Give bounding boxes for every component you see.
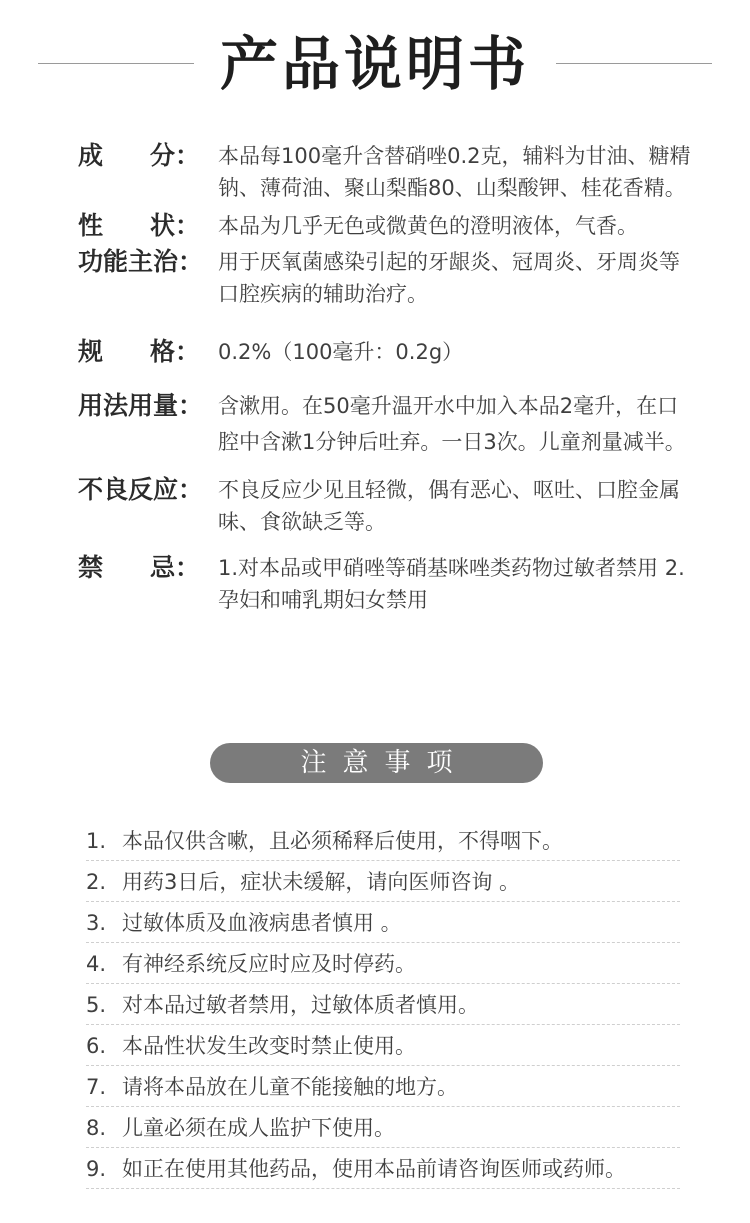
notice-item	[86, 1027, 680, 1066]
spec-label-contraindications	[78, 552, 200, 584]
spec-list	[78, 140, 718, 616]
spec-row-ingredients	[78, 140, 718, 204]
notice-item-number: 7.	[86, 1075, 107, 1099]
spec-label-specification	[78, 336, 200, 368]
spec-label-ingredients	[78, 140, 200, 172]
notice-item	[86, 1109, 680, 1148]
notice-item-text: 本品仅供含嗽，且必须稀释后使用，不得咽下。	[122, 829, 563, 853]
spec-label-text: 不良反应：	[78, 475, 204, 504]
notice-item-number: 9.	[86, 1157, 107, 1181]
notice-list	[86, 822, 680, 1191]
spec-label-char: 性	[78, 211, 104, 240]
notice-item	[86, 1068, 680, 1107]
spec-value-properties: 本品为几乎无色或微黄色的澄明液体，气香。	[218, 214, 638, 238]
spec-label-char: 规	[78, 337, 104, 366]
spec-label-char: 忌：	[149, 553, 200, 582]
spec-label-char: 成	[78, 141, 104, 170]
notice-item-number: 5.	[86, 993, 107, 1017]
notice-item-text: 过敏体质及血液病患者慎用 。	[122, 911, 402, 935]
notice-item-number: 4.	[86, 952, 107, 976]
notice-item-text: 对本品过敏者禁用，过敏体质者慎用。	[122, 993, 479, 1017]
spec-label-char: 分：	[149, 141, 200, 170]
notice-item-number: 2.	[86, 870, 107, 894]
notice-item	[86, 863, 680, 902]
notice-item-number: 8.	[86, 1116, 107, 1140]
spec-row-specification	[78, 336, 718, 368]
spec-label-char: 禁	[78, 553, 104, 582]
notice-title-badge: 注意事项	[210, 743, 543, 783]
spec-value-indications: 用于厌氧菌感染引起的牙龈炎、冠周炎、牙周炎等口腔疾病的辅助治疗。	[218, 250, 680, 306]
spec-label-text: 用法用量：	[78, 391, 204, 420]
spec-value-dosage: 含漱用。在50毫升温开水中加入本品2毫升，在口腔中含漱1分钟后吐弃。一日3次。儿童剂量减半。	[218, 394, 686, 454]
spec-label-char: 状：	[149, 211, 200, 240]
notice-item-text: 有神经系统反应时应及时停药。	[122, 952, 416, 976]
notice-item	[86, 1150, 680, 1189]
spec-value-specification: 0.2%（100毫升：0.2g）	[218, 340, 464, 364]
spec-row-adverse-reactions	[78, 474, 718, 538]
spec-label-properties	[78, 210, 200, 242]
notice-item	[86, 822, 680, 861]
spec-value-contraindications: 1.对本品或甲硝唑等硝基咪唑类药物过敏者禁用 2.孕妇和哺乳期妇女禁用	[218, 556, 685, 612]
spec-label-char: 格：	[149, 337, 200, 366]
page-header	[0, 28, 750, 100]
page-title: 产品说明书	[219, 30, 530, 98]
spec-label-indications	[78, 246, 204, 278]
spec-row-dosage	[78, 388, 718, 460]
spec-row-indications	[78, 246, 718, 310]
notice-item-text: 如正在使用其他药品，使用本品前请咨询医师或药师。	[122, 1157, 626, 1181]
notice-item	[86, 904, 680, 943]
notice-item-number: 3.	[86, 911, 107, 935]
spec-row-contraindications	[78, 552, 718, 616]
notice-item	[86, 945, 680, 984]
spec-value-ingredients: 本品每100毫升含替硝唑0.2克，辅料为甘油、糖精钠、薄荷油、聚山梨酯80、山梨酸钾、桂花香精。	[218, 144, 691, 200]
notice-item-text: 用药3日后，症状未缓解，请向医师咨询 。	[122, 870, 521, 894]
spec-label-adverse-reactions	[78, 474, 204, 506]
notice-item-text: 儿童必须在成人监护下使用。	[122, 1116, 395, 1140]
spec-row-properties	[78, 210, 718, 242]
notice-item-number: 1.	[86, 829, 107, 853]
notice-item-text: 本品性状发生改变时禁止使用。	[122, 1034, 416, 1058]
notice-item	[86, 986, 680, 1025]
spec-value-adverse-reactions: 不良反应少见且轻微，偶有恶心、呕吐、口腔金属味、食欲缺乏等。	[218, 478, 680, 534]
spec-label-dosage	[78, 388, 204, 424]
title-divider-right	[556, 63, 712, 64]
notice-item-text: 请将本品放在儿童不能接触的地方。	[122, 1075, 458, 1099]
spec-label-text: 功能主治：	[78, 247, 204, 276]
notice-item-number: 6.	[86, 1034, 107, 1058]
